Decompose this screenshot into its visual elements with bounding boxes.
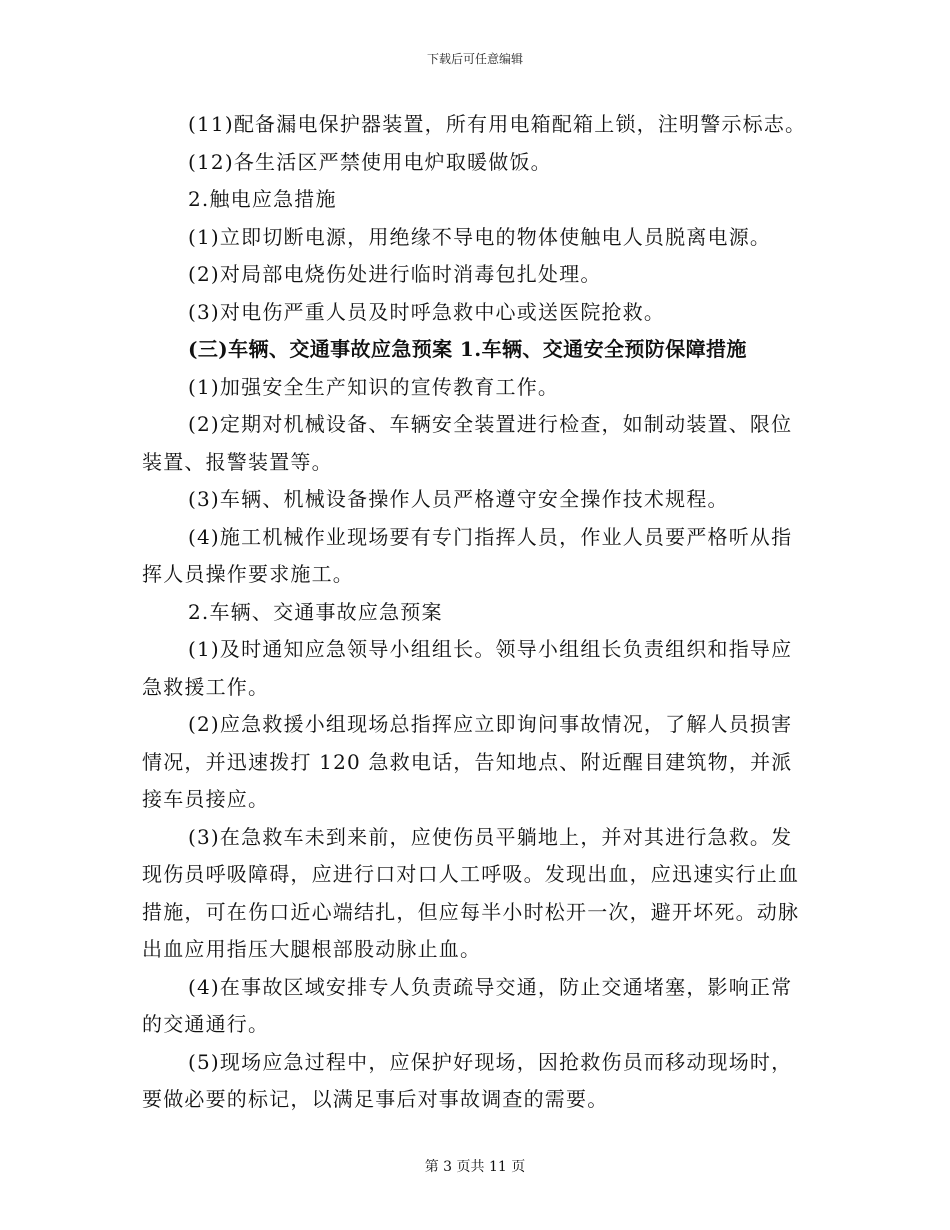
- section-heading-traffic-accident-plan: (三)车辆、交通事故应急预案 1.车辆、交通安全预防保障措施: [188, 337, 747, 361]
- paragraph-item-3: (3)对电伤严重人员及时呼急救中心或送医院抢救。: [188, 299, 666, 324]
- paragraph-item-11: (11)配备漏电保护器装置，所有用电箱配箱上锁，注明警示标志。: [188, 112, 807, 136]
- paragraph-item-4: (4)施工机械作业现场要有专门指挥人员，作业人员要严格听从指挥人员操作要求施工。: [142, 524, 793, 586]
- paragraph-item-1: (1)立即切断电源，用绝缘不导电的物体使触电人员脱离电源。: [188, 224, 772, 249]
- paragraph-item-5: (5)现场应急过程中，应保护好现场，因抢救伤员而移动现场时，要做必要的标记，以满足事后对事故调查的需要。: [142, 1049, 793, 1111]
- paragraph-item-3: (3)车辆、机械设备操作人员严格遵守安全操作技术规程。: [188, 487, 729, 511]
- paragraph-item-1: (1)加强安全生产知识的宣传教育工作。: [188, 374, 560, 399]
- section-heading-electric-shock-measures: 2.触电应急措施: [188, 187, 337, 211]
- section-heading-traffic-emergency-plan: 2.车辆、交通事故应急预案: [188, 599, 443, 624]
- page-header: 下载后可任意编辑: [426, 52, 523, 66]
- page-number: 第 3 页共 11 页: [424, 1159, 526, 1175]
- paragraph-item-4: (4)在事故区域安排专人负责疏导交通，防止交通堵塞，影响正常的交通通行。: [142, 974, 793, 1036]
- document-body: [142, 106, 812, 1119]
- paragraph-item-1: (1)及时通知应急领导小组组长。领导小组组长负责组织和指导应急救援工作。: [142, 637, 793, 699]
- paragraph-item-12: (12)各生活区严禁使用电炉取暖做饭。: [188, 149, 552, 174]
- paragraph-item-2: (2)定期对机械设备、车辆安全装置进行检查，如制动装置、限位装置、报警装置等。: [142, 412, 793, 474]
- paragraph-item-2: (2)对局部电烧伤处进行临时消毒包扎处理。: [188, 262, 602, 286]
- paragraph-item-3: (3)在急救车未到来前，应使伤员平躺地上，并对其进行急救。发现伤员呼吸障碍，应进行口对口人工呼吸。发现出血，应迅速实行止血措施，可在伤口近心端结扎，但应每半小时松开一次，避开坏死。动脉出血应用指压大腿根部股动脉止血。: [142, 824, 800, 961]
- paragraph-item-2: (2)应急救援小组现场总指挥应立即询问事故情况，了解人员损害情况，并迅速拨打 120 急救电话，告知地点、附近醒目建筑物，并派接车员接应。: [142, 712, 793, 811]
